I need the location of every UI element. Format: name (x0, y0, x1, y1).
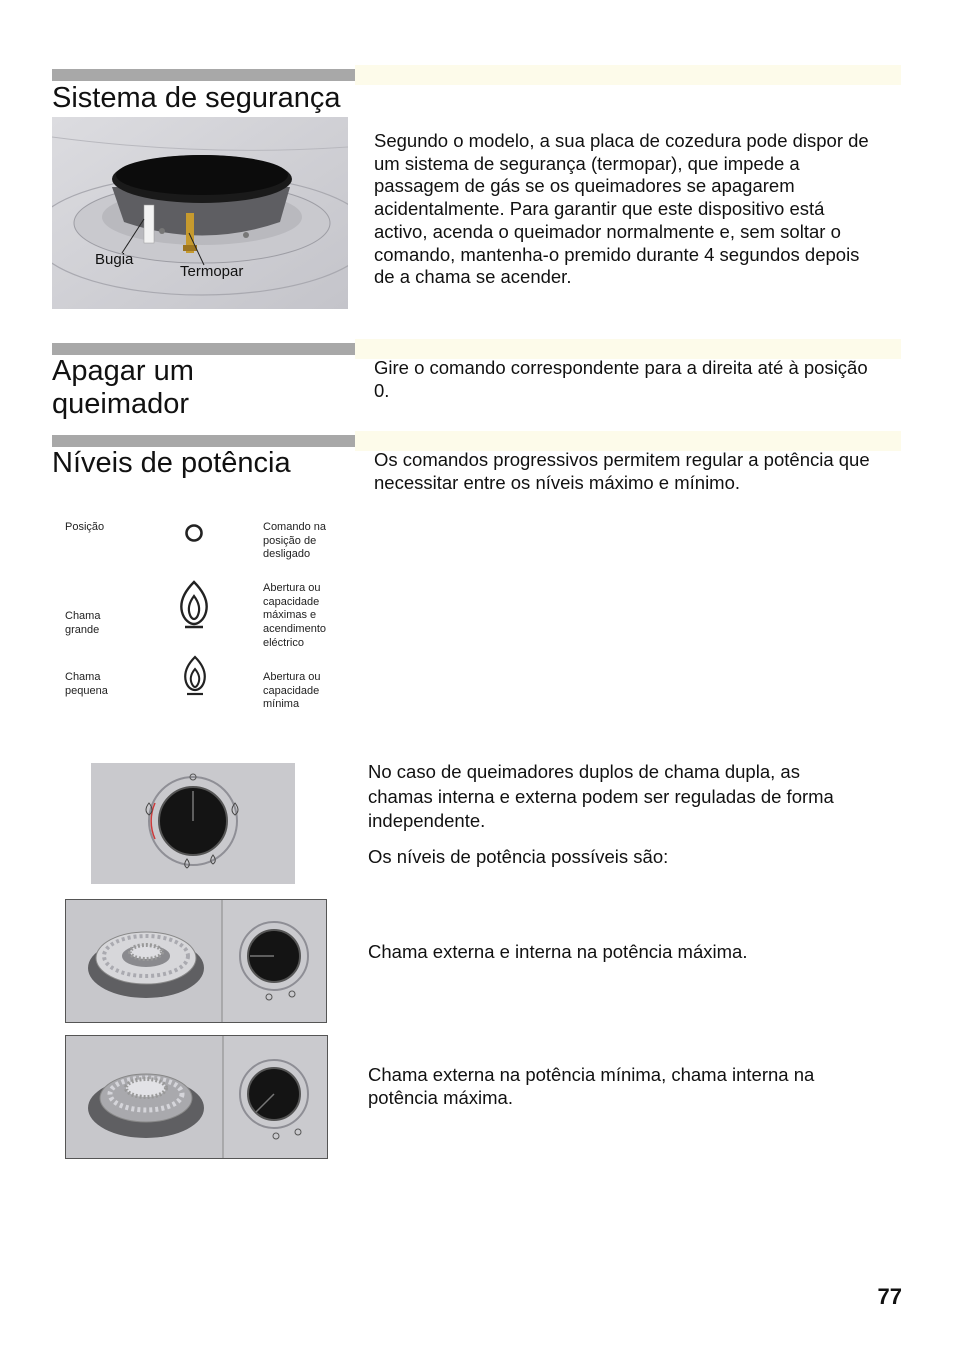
section-title-apagar (52, 355, 194, 421)
title-apagar-line2: queimador (52, 388, 190, 420)
text-levels-intro: Os níveis de potência possíveis são: (368, 846, 669, 867)
text-niveis: Os comandos progressivos permitem regular a potência que necessitar entre os níveis máximo e mínimo. (374, 449, 870, 493)
table-header-position: Posição (65, 521, 105, 533)
text-level1: Chama externa e interna na potência máxima. (368, 941, 748, 962)
section-band-apagar (355, 339, 901, 359)
level2-photo (65, 1035, 328, 1159)
level1-photo (65, 899, 327, 1023)
table-position-small: Chama pequena (65, 671, 108, 697)
table-desc-large: Abertura ou capacidade máximas e acendimento eléctrico (263, 582, 326, 649)
table-position-large: Chama grande (65, 610, 101, 636)
section-bar-niveis (52, 435, 355, 447)
label-bugia: Bugia (95, 251, 134, 268)
section-bar-seguranca (52, 69, 355, 81)
section-bar-apagar (52, 343, 355, 355)
text-level2: Chama externa na potência mínima, chama interna na potência máxima. (368, 1064, 815, 1108)
section-band-seguranca (355, 65, 901, 85)
title-apagar-line1: Apagar um (52, 355, 194, 387)
label-termopar: Termopar (180, 263, 244, 280)
table-desc-off: Comando na posição de desligado (263, 521, 326, 561)
text-apagar: Gire o comando correspondente para a direita até à posição 0. (374, 357, 868, 401)
large-flame-icon (178, 580, 210, 630)
section-band-niveis (355, 431, 901, 451)
small-flame-icon (182, 655, 208, 697)
text-dual-intro: No caso de queimadores duplos de chama dupla, as chamas interna e externa podem ser reguladas de forma independente. (368, 761, 834, 832)
section-title-seguranca: Sistema de segurança (52, 82, 341, 114)
text-seguranca: Segundo o modelo, a sua placa de cozedura pode dispor de um sistema de segurança (termopar), que impede a passagem de gás se os queimadores se apagarem acidentalmente. Para garantir que este dispositivo está activo, acenda o queimador normalmente e, sem soltar o comando, mantenha-o premido durante 4 segundos depois de a chama se acender. (374, 130, 869, 288)
page-number: 77 (877, 1284, 902, 1309)
table-desc-small: Abertura ou capacidade mínima (263, 671, 321, 711)
thermocouple-photo (52, 117, 348, 309)
off-circle-icon (184, 522, 204, 544)
section-title-niveis: Níveis de potência (52, 447, 291, 479)
dual-knob-photo (91, 763, 295, 884)
